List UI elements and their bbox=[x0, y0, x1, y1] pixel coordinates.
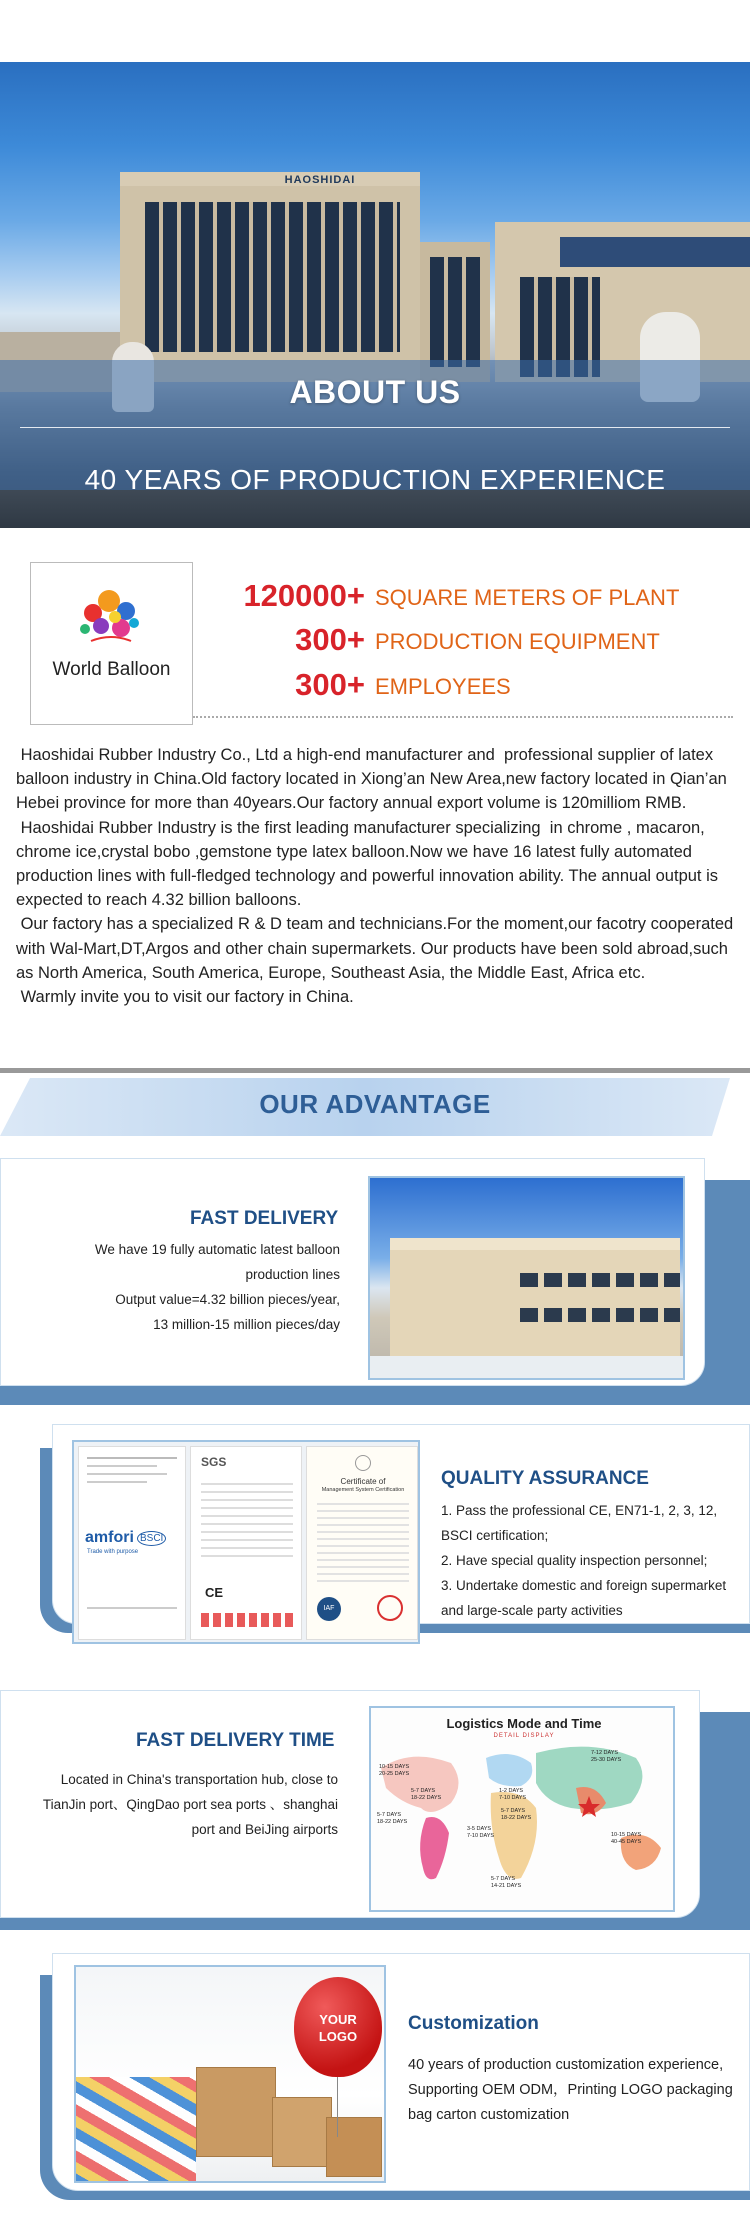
map-subtitle: DETAIL DISPLAY bbox=[493, 1733, 555, 1739]
hero-banner bbox=[0, 62, 750, 528]
page-subtitle: 40 YEARS OF PRODUCTION EXPERIENCE bbox=[84, 464, 666, 495]
amfori-logo: amfori bbox=[85, 1529, 134, 1546]
balloon-text: LOGO bbox=[318, 2029, 358, 2044]
customization-photo bbox=[74, 1965, 386, 2183]
stat-label: EMPLOYEES bbox=[375, 674, 511, 699]
stat-plant-area bbox=[200, 578, 730, 618]
delivery-time-text: Located in China's transportation hub, close to TianJin port、QingDao port sea ports 、shanghai port and BeiJing airports bbox=[42, 1772, 338, 1837]
map-title: Logistics Mode and Time bbox=[446, 1716, 602, 1731]
fast-delivery-title: FAST DELIVERY bbox=[190, 1208, 339, 1229]
fast-delivery-text: We have 19 fully automatic latest balloon production lines Output value=4.32 billion pieces/year, 13 million-15 million pieces/day bbox=[94, 1242, 340, 1332]
logistics-map: Logistics Mode and Time DETAIL DISPLAY 10-15 DAYS 20-25 DAYS 5-7 DAYS 18-22 DAYS 7-12 DAYS 25-30 DAYS 5-7 DAYS 18-22 DAYS 1-2 DAYS 7-10 DAYS 5-7 DAYS 18-22 DAYS 3-5 DAYS 7-10 DAYS 10-15 DAYS 40-45 DAYS 5-7 DAYS 14-21 DAYS bbox=[369, 1706, 675, 1912]
stat-number: 300+ bbox=[295, 622, 365, 657]
stat-label: PRODUCTION EQUIPMENT bbox=[375, 629, 660, 654]
brand-logo bbox=[30, 562, 193, 725]
dotted-divider bbox=[193, 716, 733, 718]
factory-sign: HAOSHIDAI bbox=[284, 174, 356, 186]
company-intro bbox=[16, 743, 738, 1009]
carton-box bbox=[196, 2067, 276, 2157]
advantage-title: OUR ADVANTAGE bbox=[259, 1089, 491, 1119]
stat-number: 120000+ bbox=[243, 578, 365, 613]
stat-employees bbox=[200, 667, 730, 707]
intro-paragraph: Haoshidai Rubber Industry is the first leading manufacturer specializing in chrome , macaron, chrome ice,crystal bobo ,gemstone type latex balloon.Now we have 16 latest fully automated production lines with full-fledged technology and powerful innovation ability. The annual output is expected to reach 4.32 billion balloons. bbox=[16, 818, 723, 910]
customization-title: Customization bbox=[408, 2013, 539, 2034]
delivery-time-title: FAST DELIVERY TIME bbox=[136, 1730, 335, 1751]
intro-paragraph: Our factory has a specialized R & D team and technicians.For the moment,our facotry cooperated with Wal-Mart,DT,Argos and other chain supermarkets. Our products have been sold abroad,such as North America, South America, Europe, Southeast Asia, the Middle East, Africa etc. bbox=[16, 915, 738, 982]
ce-mark: CE bbox=[205, 1585, 224, 1600]
stat-equipment bbox=[200, 622, 730, 662]
customization-text: 40 years of production customization experience, Supporting OEM ODM，Printing LOGO packaging bag carton customization bbox=[408, 2057, 733, 2123]
intro-paragraph: Haoshidai Rubber Industry Co., Ltd a high-end manufacturer and professional supplier of latex balloon industry in China.Old factory located in Xiong’an New Area,new factory located in Qian’an Hebei province for more than 40years.Our factory annual export volume is 120milliom RMB. bbox=[16, 746, 732, 813]
page-title: ABOUT US bbox=[289, 374, 461, 410]
balloon-text: YOUR bbox=[319, 2012, 357, 2027]
iaf-logo: IAF bbox=[317, 1597, 341, 1621]
sgs-certificate bbox=[190, 1446, 302, 1640]
stat-label: SQUARE METERS OF PLANT bbox=[375, 585, 680, 610]
printed-bags bbox=[76, 2077, 196, 2183]
logo-text: World Balloon bbox=[52, 659, 171, 680]
red-seal bbox=[377, 1595, 403, 1621]
bsci-logo: BSCI bbox=[137, 1531, 166, 1546]
certificates-photo bbox=[72, 1440, 420, 1644]
quality-title: QUALITY ASSURANCE bbox=[441, 1468, 649, 1489]
factory-photo bbox=[368, 1176, 685, 1380]
balloon-logo-icon bbox=[31, 563, 194, 663]
quality-text: 1. Pass the professional CE, EN71-1, 2, 3, 12, BSCI certification; 2. Have special quality inspection personnel; 3. Undertake domestic and foreign supermarket and large-scale party activities bbox=[441, 1503, 727, 1618]
management-certificate: Certificate of Management System Certification IAF bbox=[306, 1446, 418, 1640]
stat-number: 300+ bbox=[295, 667, 365, 702]
intro-paragraph: Warmly invite you to visit our factory in China. bbox=[16, 988, 354, 1007]
bsci-certificate: amfori BSCI Trade with purpose bbox=[78, 1446, 186, 1640]
sgs-logo: SGS bbox=[201, 1455, 227, 1469]
section-divider bbox=[0, 1068, 750, 1073]
